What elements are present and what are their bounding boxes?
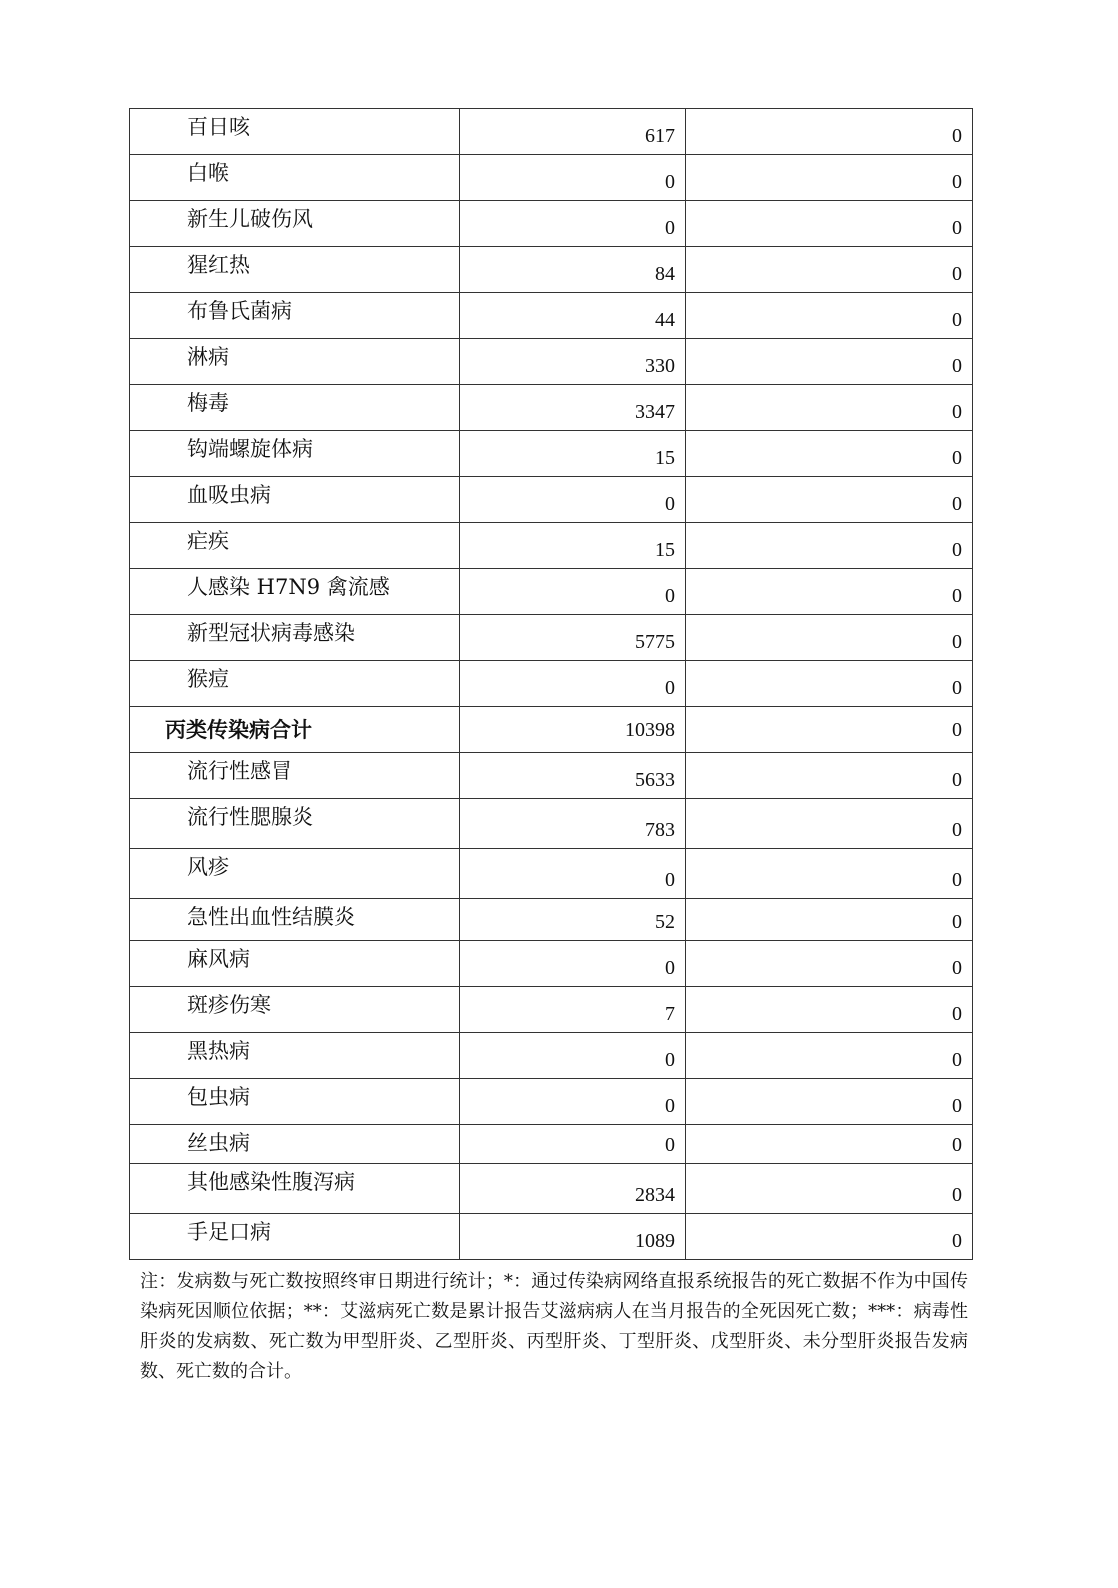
deaths-cell: 0 — [686, 293, 973, 339]
table-row — [130, 385, 973, 431]
disease-name-cell: 猴痘 — [130, 661, 460, 707]
category-total-row — [130, 707, 973, 753]
cases-cell: 15 — [460, 523, 686, 569]
cases-cell: 2834 — [460, 1164, 686, 1214]
disease-name-cell: 白喉 — [130, 155, 460, 201]
cases-cell: 0 — [460, 1079, 686, 1125]
disease-name-cell: 其他感染性腹泻病 — [130, 1164, 460, 1214]
table-row — [130, 109, 973, 155]
disease-name-cell: 血吸虫病 — [130, 477, 460, 523]
cases-cell: 0 — [460, 201, 686, 247]
cases-cell: 0 — [460, 155, 686, 201]
disease-name-cell: 新生儿破伤风 — [130, 201, 460, 247]
deaths-cell: 0 — [686, 615, 973, 661]
disease-name-cell: 急性出血性结膜炎 — [130, 899, 460, 941]
disease-name-cell: 丝虫病 — [130, 1125, 460, 1164]
table-row — [130, 477, 973, 523]
disease-name-cell: 手足口病 — [130, 1214, 460, 1260]
disease-name-cell: 斑疹伤寒 — [130, 987, 460, 1033]
deaths-cell: 0 — [686, 109, 973, 155]
disease-name-cell: 黑热病 — [130, 1033, 460, 1079]
disease-table — [129, 108, 973, 1260]
cases-cell: 617 — [460, 109, 686, 155]
table-row — [130, 1033, 973, 1079]
table-row — [130, 155, 973, 201]
disease-name-cell: 钩端螺旋体病 — [130, 431, 460, 477]
table-row — [130, 201, 973, 247]
deaths-cell: 0 — [686, 661, 973, 707]
table-row — [130, 1164, 973, 1214]
cases-cell: 10398 — [460, 707, 686, 753]
cases-cell: 7 — [460, 987, 686, 1033]
table-row — [130, 431, 973, 477]
cases-cell: 84 — [460, 247, 686, 293]
deaths-cell: 0 — [686, 899, 973, 941]
table-row — [130, 1214, 973, 1260]
deaths-cell: 0 — [686, 1033, 973, 1079]
disease-name-cell: 淋病 — [130, 339, 460, 385]
table-row — [130, 1125, 973, 1164]
deaths-cell: 0 — [686, 1079, 973, 1125]
disease-name-cell: 人感染 H7N9 禽流感 — [130, 569, 460, 615]
table-row — [130, 849, 973, 899]
deaths-cell: 0 — [686, 1164, 973, 1214]
cases-cell: 0 — [460, 1125, 686, 1164]
disease-name-cell: 新型冠状病毒感染 — [130, 615, 460, 661]
deaths-cell: 0 — [686, 247, 973, 293]
deaths-cell: 0 — [686, 987, 973, 1033]
table-row — [130, 753, 973, 799]
table-row — [130, 569, 973, 615]
footnote: 注：发病数与死亡数按照终审日期进行统计；*：通过传染病网络直报系统报告的死亡数据不作为中国传染病死因顺位依据；**：艾滋病死亡数是累计报告艾滋病病人在当月报告的全死因死亡数；***：病毒性肝炎的发病数、死亡数为甲型肝炎、乙型肝炎、丙型肝炎、丁型肝炎、戊型肝炎、未分型肝炎报告发病数、死亡数的合计。 — [140, 1271, 968, 1382]
table-row — [130, 523, 973, 569]
cases-cell: 5633 — [460, 753, 686, 799]
cases-cell: 0 — [460, 569, 686, 615]
table-row — [130, 1079, 973, 1125]
deaths-cell: 0 — [686, 707, 973, 753]
cases-cell: 0 — [460, 849, 686, 899]
deaths-cell: 0 — [686, 523, 973, 569]
table-row — [130, 987, 973, 1033]
cases-cell: 5775 — [460, 615, 686, 661]
disease-name-cell: 丙类传染病合计 — [130, 707, 460, 753]
table-row — [130, 661, 973, 707]
deaths-cell: 0 — [686, 339, 973, 385]
deaths-cell: 0 — [686, 201, 973, 247]
cases-cell: 44 — [460, 293, 686, 339]
cases-cell: 3347 — [460, 385, 686, 431]
deaths-cell: 0 — [686, 941, 973, 987]
cases-cell: 0 — [460, 1033, 686, 1079]
cases-cell: 0 — [460, 477, 686, 523]
deaths-cell: 0 — [686, 1214, 973, 1260]
disease-name-cell: 风疹 — [130, 849, 460, 899]
deaths-cell: 0 — [686, 569, 973, 615]
deaths-cell: 0 — [686, 849, 973, 899]
deaths-cell: 0 — [686, 477, 973, 523]
disease-name-cell: 疟疾 — [130, 523, 460, 569]
deaths-cell: 0 — [686, 799, 973, 849]
cases-cell: 52 — [460, 899, 686, 941]
disease-name-cell: 麻风病 — [130, 941, 460, 987]
table-row — [130, 293, 973, 339]
disease-name-cell: 流行性腮腺炎 — [130, 799, 460, 849]
disease-name-cell: 猩红热 — [130, 247, 460, 293]
deaths-cell: 0 — [686, 753, 973, 799]
table-row — [130, 941, 973, 987]
cases-cell: 0 — [460, 661, 686, 707]
disease-name-cell: 包虫病 — [130, 1079, 460, 1125]
deaths-cell: 0 — [686, 155, 973, 201]
deaths-cell: 0 — [686, 431, 973, 477]
cases-cell: 1089 — [460, 1214, 686, 1260]
deaths-cell: 0 — [686, 1125, 973, 1164]
table-row — [130, 247, 973, 293]
disease-name-cell: 流行性感冒 — [130, 753, 460, 799]
disease-name-cell: 百日咳 — [130, 109, 460, 155]
table-row — [130, 339, 973, 385]
deaths-cell: 0 — [686, 385, 973, 431]
disease-name-cell: 梅毒 — [130, 385, 460, 431]
cases-cell: 330 — [460, 339, 686, 385]
cases-cell: 783 — [460, 799, 686, 849]
table-row — [130, 899, 973, 941]
table-row — [130, 799, 973, 849]
table-body — [130, 109, 973, 1260]
cases-cell: 15 — [460, 431, 686, 477]
cases-cell: 0 — [460, 941, 686, 987]
disease-name-cell: 布鲁氏菌病 — [130, 293, 460, 339]
table-row — [130, 615, 973, 661]
